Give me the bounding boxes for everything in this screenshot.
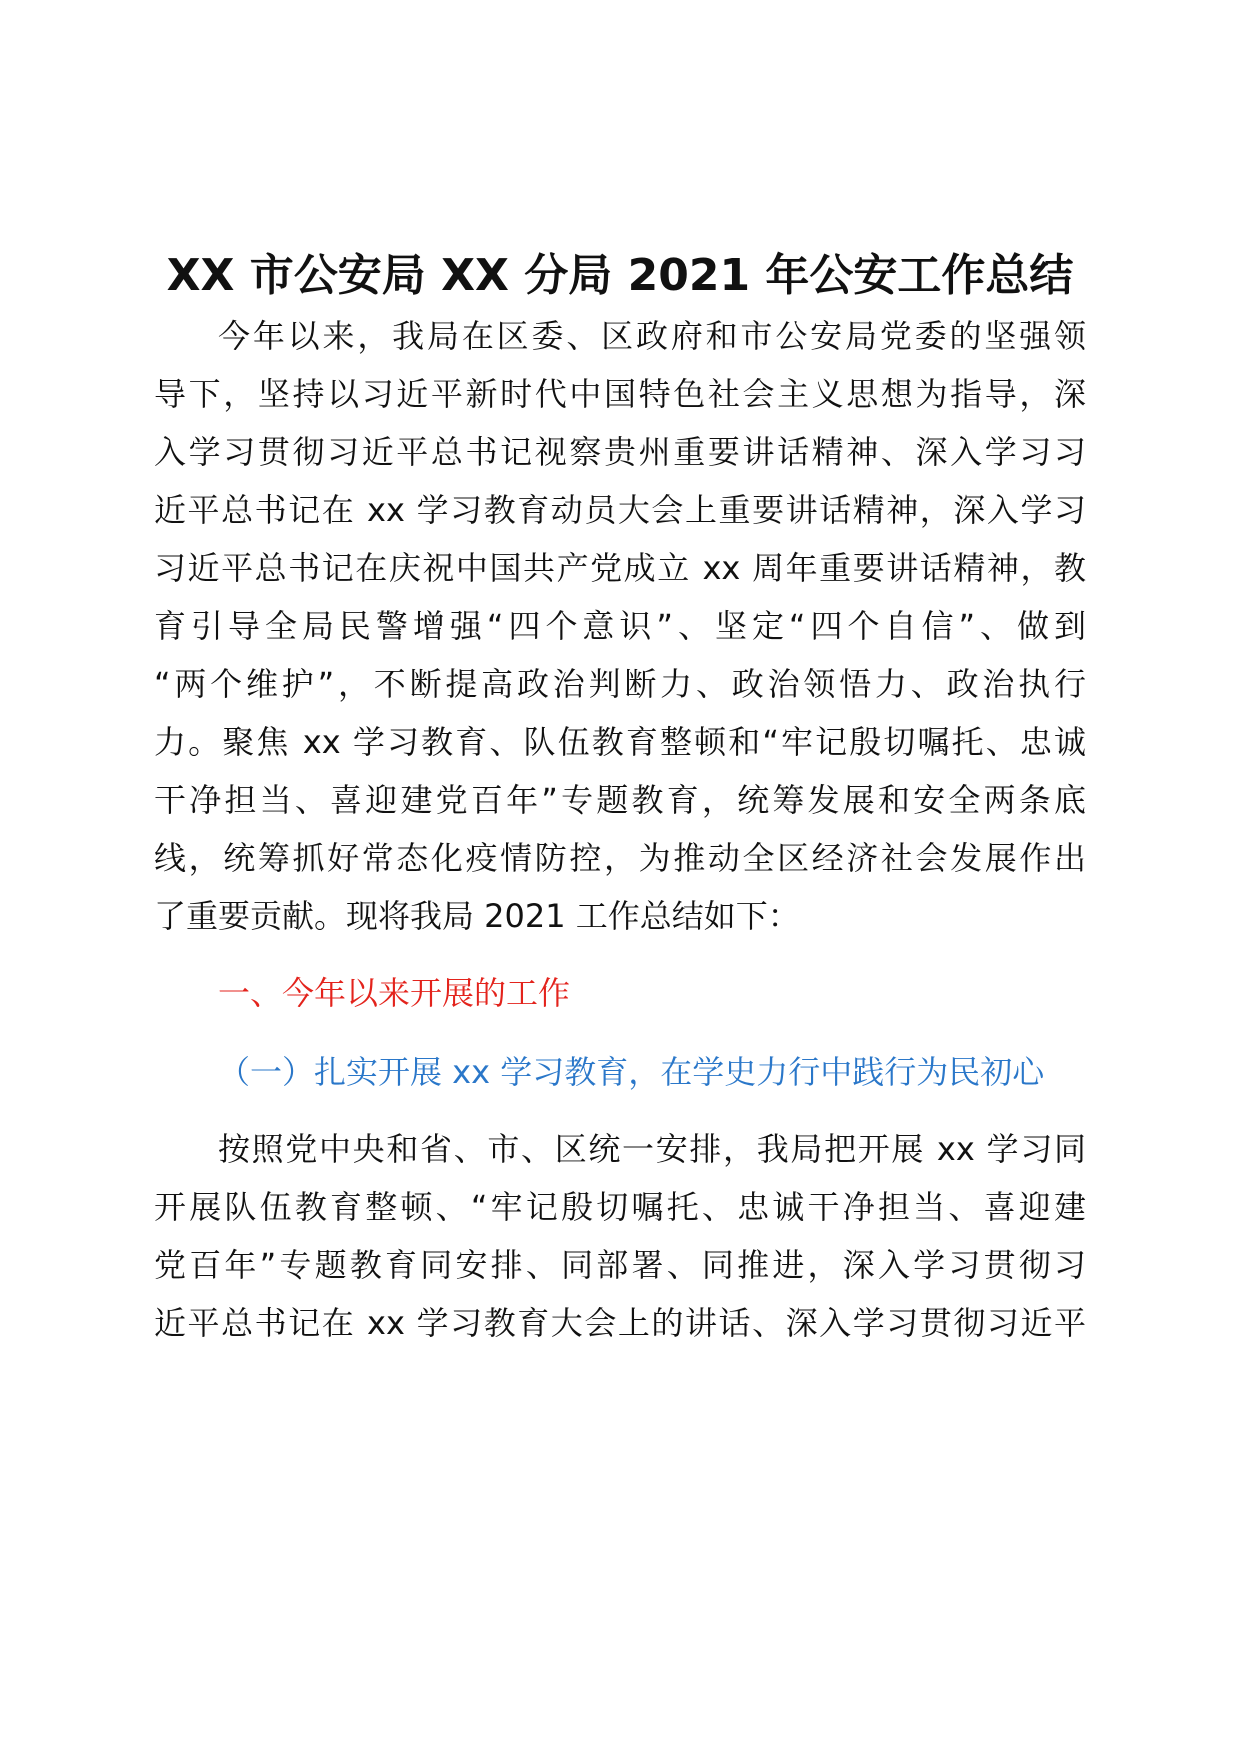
body-line: 党百年”专题教育同安排、同部署、同推进，深入学习贯彻习 [154, 1246, 1086, 1284]
section-heading-2: （一）扎实开展 xx 学习教育，在学史力行中践行为民初心 [218, 1053, 1045, 1091]
intro-line: 入学习贯彻习近平总书记视察贵州重要讲话精神、深入学习习 [154, 433, 1086, 471]
intro-line: 了重要贡献。现将我局 2021 工作总结如下： [154, 897, 800, 935]
body-line: 开展队伍教育整顿、“牢记殷切嘱托、忠诚干净担当、喜迎建 [154, 1188, 1086, 1226]
document-title: XX 市公安局 XX 分局 2021 年公安工作总结 [166, 250, 1074, 301]
body-line: 按照党中央和省、市、区统一安排，我局把开展 xx 学习同 [218, 1130, 1086, 1168]
intro-line: “两个维护”，不断提高政治判断力、政治领悟力、政治执行 [154, 665, 1086, 703]
intro-line: 导下，坚持以习近平新时代中国特色社会主义思想为指导，深 [154, 375, 1086, 413]
intro-line: 近平总书记在 xx 学习教育动员大会上重要讲话精神，深入学习 [154, 491, 1086, 529]
body-line: 近平总书记在 xx 学习教育大会上的讲话、深入学习贯彻习近平 [154, 1304, 1086, 1342]
intro-line: 今年以来，我局在区委、区政府和市公安局党委的坚强领 [218, 317, 1086, 355]
section-heading-1: 一、今年以来开展的工作 [218, 974, 571, 1012]
intro-line: 育引导全局民警增强“四个意识”、坚定“四个自信”、做到 [154, 607, 1086, 645]
intro-line: 干净担当、喜迎建党百年”专题教育，统筹发展和安全两条底 [154, 781, 1086, 819]
intro-line: 力。聚焦 xx 学习教育、队伍教育整顿和“牢记殷切嘱托、忠诚 [154, 723, 1086, 761]
intro-line: 习近平总书记在庆祝中国共产党成立 xx 周年重要讲话精神，教 [154, 549, 1086, 587]
intro-line: 线，统筹抓好常态化疫情防控，为推动全区经济社会发展作出 [154, 839, 1086, 877]
